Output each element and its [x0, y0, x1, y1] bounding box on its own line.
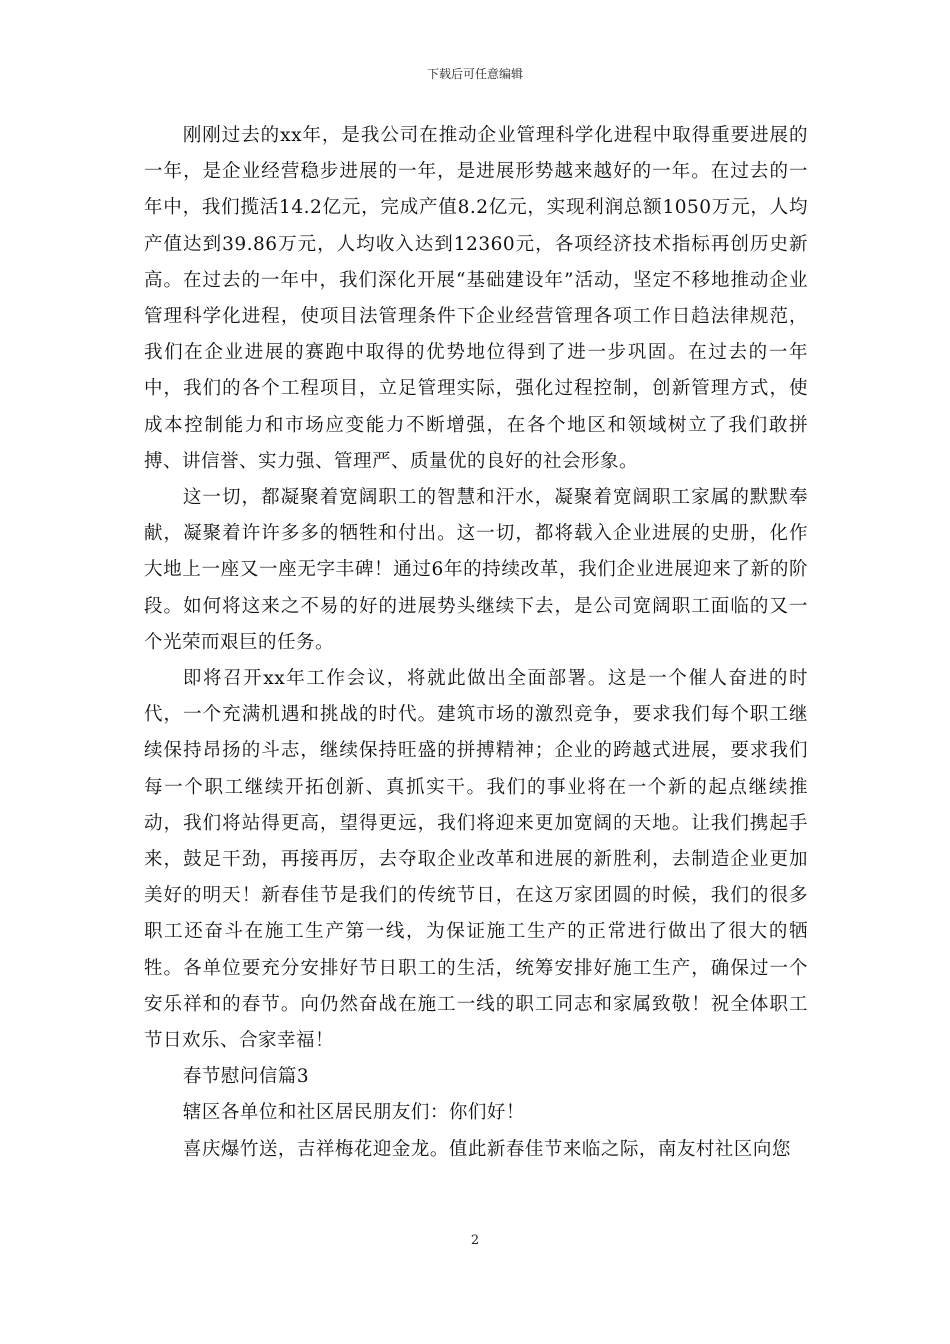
page-number: 2: [470, 1233, 480, 1248]
paragraph-3: 即将召开xx年工作会议，将就此做出全面部署。这是一个催人奋进的时代，一个充满机遇和挑战的时代。建筑市场的激烈竞争，要求我们每个职工继续保持昂扬的斗志，继续保持旺盛的拼搏精神；企业的跨越式进展，要求我们每一个职工继续开拓创新、真抓实干。我们的事业将在一个新的起点继续推动，我们将站得更高，望得更远，我们将迎来更加宽阔的天地。让我们携起手来，鼓足干劲，再接再厉，去夺取企业改革和进展的新胜利，去制造企业更加美好的明天！新春佳节是我们的传统节日，在这万家团圆的时候，我们的很多职工还奋斗在施工生产第一线，为保证施工生产的正常进行做出了很大的牺牲。各单位要充分安排好节日职工的生活，统筹安排好施工生产，确保过一个安乐祥和的春节。向仍然奋战在施工一线的职工同志和家属致敬！祝全体职工节日欢乐、合家幸福！: [144, 668, 808, 1052]
salutation: 辖区各单位和社区居民朋友们：你们好！: [182, 1102, 525, 1124]
paragraph-4: 喜庆爆竹送，吉祥梅花迎金龙。值此新春佳节来临之际，南友村社区向您: [182, 1138, 791, 1160]
paragraph-1: 刚刚过去的xx年，是我公司在推动企业管理科学化进程中取得重要进展的一年，是企业经营稳步进展的一年，是进展形势越来越好的一年。在过去的一年中，我们揽活14.2亿元，完成产值8.2亿元，实现利润总额1050万元，人均产值达到39.86万元，人均收入达到12360元，各项经济技术指标再创历史新高。在过去的一年中，我们深化开展“基础建设年”活动，坚定不移地推动企业管理科学化进程，使项目法管理条件下企业经营管理各项工作日趋法律规范，我们在企业进展的赛跑中取得的优势地位得到了进一步巩固。在过去的一年中，我们的各个工程项目，立足管理实际，强化过程控制，创新管理方式，使成本控制能力和市场应变能力不断增强，在各个地区和领域树立了我们敢拼搏、讲信誉、实力强、管理严、质量优的良好的社会形象。: [144, 125, 808, 472]
document-body: [144, 118, 808, 1168]
section-heading: 春节慰问信篇3: [182, 1066, 310, 1088]
page-header: 下载后可任意编辑: [426, 67, 523, 81]
paragraph-2: 这一切，都凝聚着宽阔职工的智慧和汗水，凝聚着宽阔职工家属的默默奉献，凝聚着许许多多的牺牲和付出。这一切，都将载入企业进展的史册，化作大地上一座又一座无字丰碑！通过6年的持续改革，我们企业进展迎来了新的阶段。如何将这来之不易的好的进展势头继续下去，是公司宽阔职工面临的又一个光荣而艰巨的任务。: [144, 487, 808, 653]
